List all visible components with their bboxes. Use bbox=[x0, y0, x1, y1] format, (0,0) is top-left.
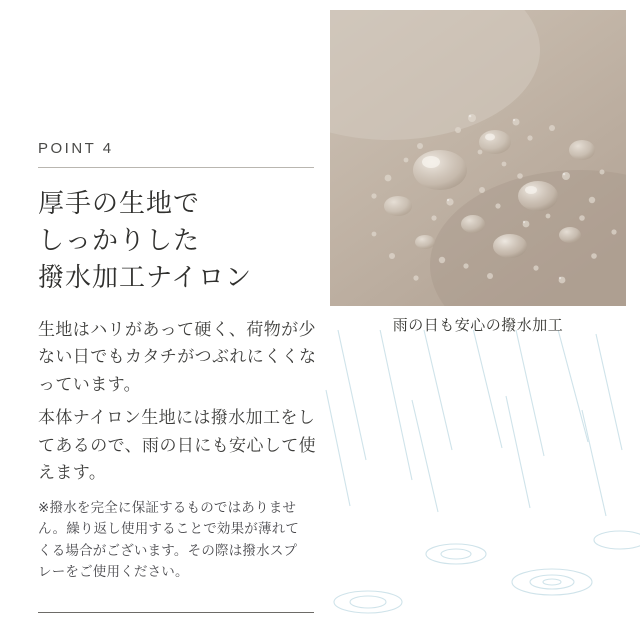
divider-bottom bbox=[38, 612, 314, 613]
body-paragraph-2: 本体ナイロン生地には撥水加工をしてあるので、雨の日にも安心して使えます。 bbox=[38, 408, 317, 484]
headline-line-1: 厚手の生地で bbox=[38, 189, 201, 219]
divider-top bbox=[38, 167, 314, 168]
headline-line-3: 撥水加工ナイロン bbox=[38, 262, 253, 293]
left-content-column bbox=[38, 140, 318, 583]
water-repellent-fabric-photo bbox=[330, 10, 626, 306]
body-paragraph-1: 生地はハリがあって硬く、荷物が少ない日でもカタチがつぶれにくくなっています。 bbox=[38, 319, 317, 395]
rain-decoration bbox=[320, 330, 640, 620]
photo-caption: 雨の日も安心の撥水加工 bbox=[392, 316, 564, 334]
headline-line-2: しっかりした bbox=[38, 225, 201, 256]
point-label: POINT 4 bbox=[38, 140, 114, 157]
body-text bbox=[38, 317, 318, 488]
headline bbox=[38, 186, 318, 297]
disclaimer-note: ※撥水を完全に保証するものではありません。繰り返し使用することで効果が薄れてくる場合がございます。その際は撥水スプレーをご使用ください。 bbox=[38, 499, 300, 580]
